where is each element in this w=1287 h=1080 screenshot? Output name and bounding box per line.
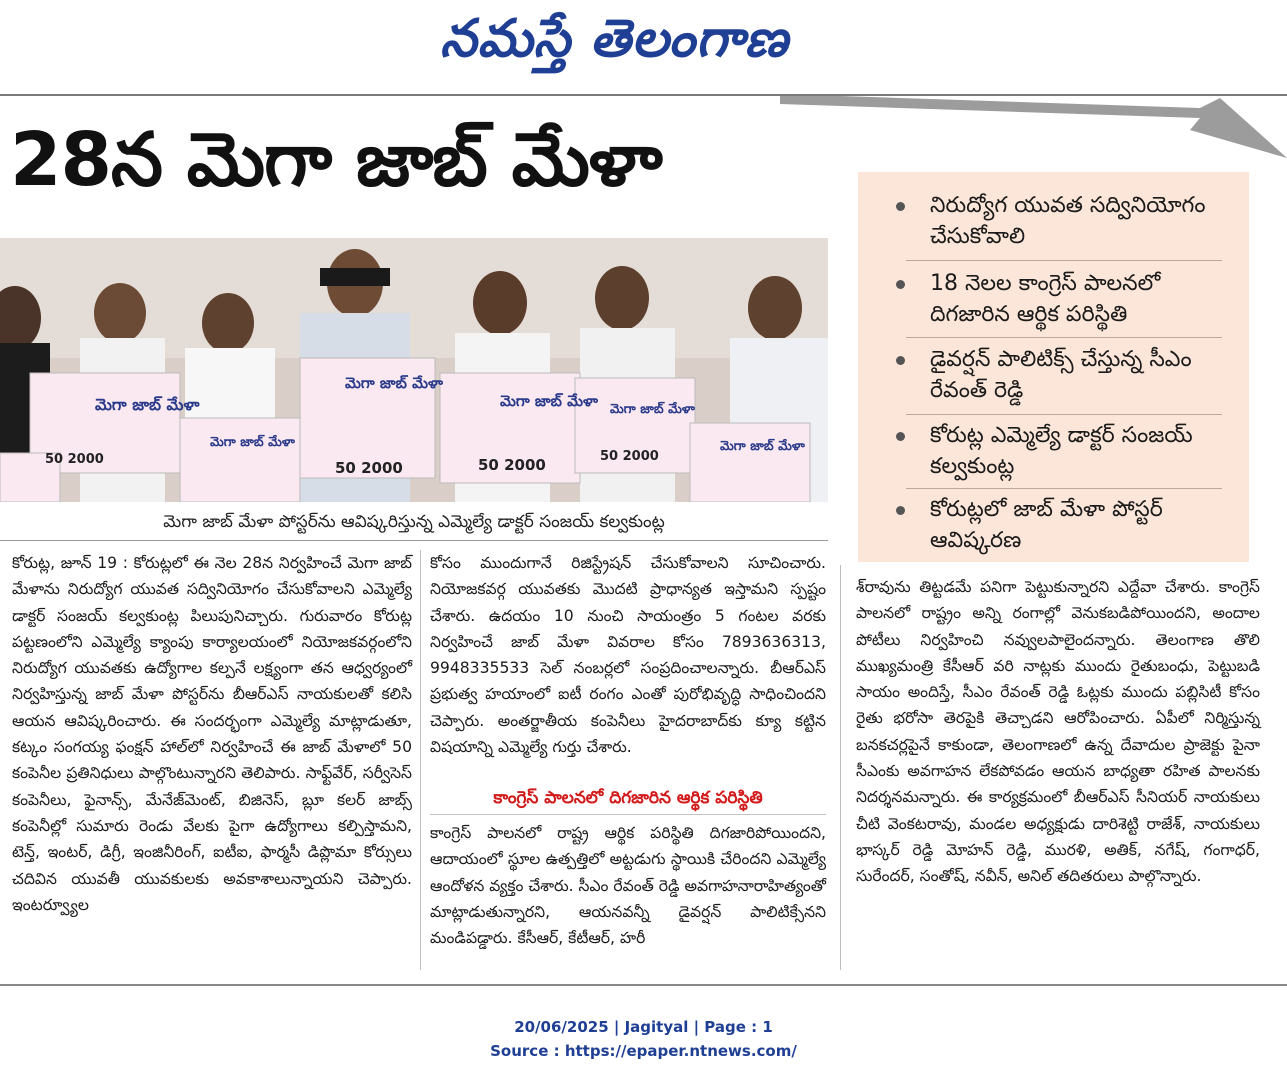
poster-number: 50 2000 bbox=[335, 459, 403, 477]
bullet-icon bbox=[896, 356, 905, 365]
highlight-divider bbox=[906, 337, 1222, 338]
article-column-2-continued bbox=[430, 820, 826, 970]
masthead-logo: నమస్తే తెలంగాణ bbox=[440, 9, 789, 69]
poster-title: మెగా జాబ్ మేళా bbox=[95, 395, 200, 414]
article-column-3 bbox=[856, 574, 1260, 974]
bullet-icon bbox=[896, 202, 905, 211]
bullet-icon bbox=[896, 432, 905, 441]
highlights-box bbox=[858, 172, 1249, 562]
poster-title: మెగా జాబ్ మేళా bbox=[500, 392, 598, 410]
body-text: కోరుట్ల, జూన్ 19 : కోరుట్లలో ఈ నెల 28న నిర్వహించే మెగా జాబ్ మేళాను నిరుద్యోగ యువత సద్వినియోగం చేసుకోవాలని ఎమ్మెల్యే డాక్టర్ సంజయ్ కల్వకుంట్ల పిలుపునిచ్చారు. గురువారం కోరుట్ల పట్టణంలోని ఎమ్మెల్యే క్యాంపు కార్యాలయంలో నియోజకవర్గంలోని నిరుద్యోగ యువతకు ఉద్యోగాల కల్పనే లక్ష్యంగా తన ఆధ్వర్యంలో నిర్వహిస్తున్న జాబ్ మేళా పోస్టర్‌ను బీఆర్‌ఎస్ నాయకులతో కలిసి ఆయన ఆవిష్కరించారు. ఈ సందర్భంగా ఎమ్మెల్యే మాట్లాడుతూ, కట్కం సంగయ్య ఫంక్షన్ హాల్‌లో నిర్వహించే ఈ జాబ్ మేళాలో 50 కంపెనీల ప్రతినిధులు పాల్గొంటున్నారని తెలిపారు. సాఫ్ట్‌వేర్, సర్వీసెస్ కంపెనీలు, ఫైనాన్స్, మేనేజ్‌మెంట్, బిజినెస్, బ్లూ కలర్ జాబ్స్ కంపెనీల్లో సుమారు రెండు వేలకు పైగా ఉద్యోగాలు కల్పిస్తామని, టెన్త్, ఇంటర్, డిగ్రీ, ఇంజినీరింగ్, ఐటీఐ, ఫార్మసీ డిప్లొమా కోర్సులు చదివిన యువతీ యువకులకు అవకాశాలున్నాయని చెప్పారు. ఇంటర్వ్యూల bbox=[12, 554, 412, 914]
highlight-text: కోరుట్లలో జాబ్ మేళా పోస్టర్ ఆవిష్కరణ bbox=[930, 497, 1163, 553]
article-subheading: కాంగ్రెస్ పాలనలో దిగజారిన ఆర్థిక పరిస్థితి bbox=[493, 788, 763, 808]
masthead-rule bbox=[0, 94, 1287, 96]
poster-title: మెగా జాబ్ మేళా bbox=[345, 374, 443, 392]
highlight-divider bbox=[906, 488, 1222, 489]
highlight-divider bbox=[906, 414, 1222, 415]
footer-date-edition: 20/06/2025 | Jagityal | Page : 1 bbox=[514, 1018, 773, 1036]
bullet-icon bbox=[896, 280, 905, 289]
highlight-text: నిరుద్యోగ యువత సద్వినియోగం చేసుకోవాలి bbox=[930, 193, 1206, 249]
footer-rule bbox=[0, 984, 1287, 986]
poster-title: మెగా జాబ్ మేళా bbox=[610, 402, 695, 417]
photo-caption: మెగా జాబ్ మేళా పోస్టర్‌ను ఆవిష్కరిస్తున్న ఎమ్మెల్యే డాక్టర్ సంజయ్ కల్వకుంట్ల bbox=[163, 512, 665, 532]
poster-number: 50 2000 bbox=[600, 449, 659, 464]
column-divider bbox=[420, 550, 421, 970]
poster-title: మెగా జాబ్ మేళా bbox=[720, 439, 805, 454]
article-column-2 bbox=[430, 550, 826, 775]
poster-number: 50 2000 bbox=[478, 456, 546, 474]
body-text: కోసం ముందుగానే రిజిస్ట్రేషన్ చేసుకోవాలని సూచించారు. నియోజకవర్గ యువతకు మొదటి ప్రాధాన్యత ఇస్తామని స్పష్టం చేశారు. ఉదయం 10 నుంచి సాయంత్రం 5 గంటల వరకు నిర్వహించే జాబ్ మేళా వివరాల కోసం 7893636313, 9948335533 సెల్ నంబర్లలో సంప్రదించాలన్నారు. బీఆర్‌ఎస్ ప్రభుత్వ హయాంలో ఐటీ రంగం ఎంతో పురోభివృద్ధి సాధించిందని చెప్పారు. అంతర్జాతీయ కంపెనీలు హైదరాబాద్‌కు క్యూ కట్టిన విషయాన్ని ఎమ్మెల్యే గుర్తు చేశారు. bbox=[430, 554, 826, 757]
bullet-icon bbox=[896, 506, 905, 515]
highlight-text: కోరుట్ల ఎమ్మెల్యే డాక్టర్ సంజయ్ కల్వకుంట్ల bbox=[930, 423, 1193, 479]
column-divider bbox=[840, 565, 841, 970]
poster-number: 50 2000 bbox=[45, 452, 104, 467]
article-photo bbox=[0, 238, 828, 502]
masthead-arrow-graphic bbox=[780, 88, 1287, 168]
highlight-divider bbox=[906, 260, 1222, 261]
poster-title: మెగా జాబ్ మేళా bbox=[210, 435, 295, 450]
subheading-rule bbox=[430, 814, 826, 815]
article-headline: 28న మెగా జాబ్ మేళా bbox=[10, 117, 662, 203]
body-text: కాంగ్రెస్ పాలనలో రాష్ట్ర ఆర్థిక పరిస్థితి దిగజారిపోయిందని, ఆదాయంలో స్థూల ఉత్పత్తిలో అట్టడుగు స్థాయికి చేరిందని ఎమ్మెల్యే ఆందోళన వ్యక్తం చేశారు. సీఎం రేవంత్ రెడ్డి అవగాహనారాహిత్యంతో మాట్లాడుతున్నారని, ఆయనవన్నీ డైవర్షన్ పాలిటిక్సేనని మండిపడ్డారు. కేసీఆర్, కేటీఆర్, హరీ bbox=[430, 824, 826, 948]
highlight-text: డైవర్షన్ పాలిటిక్స్ చేస్తున్న సీఎం రేవంత్ రెడ్డి bbox=[930, 347, 1192, 403]
footer-source-link[interactable]: Source : https://epaper.ntnews.com/ bbox=[490, 1042, 797, 1060]
body-text: శ్‌రావును తిట్టడమే పనిగా పెట్టుకున్నారని ఎద్దేవా చేశారు. కాంగ్రెస్ పాలనలో రాష్ట్రం అన్ని రంగాల్లో వెనుకబడిపోయిందని, అందాల పోటీలు నిర్వహించి నవ్వులపాలైందన్నారు. తెలంగాణ తొలి ముఖ్యమంత్రి కేసీఆర్ వరి నాట్లకు ముందు రైతుబంధు, పెట్టుబడి సాయం అందిస్తే, సీఎం రేవంత్ రెడ్డి ఓట్లకు ముందు పబ్లిసిటీ కోసం రైతు భరోసా తెరపైకి తెచ్చాడని ఆరోపించారు. ఏపీలో నిర్మిస్తున్న బనకచర్లపైనే కాకుండా, తెలంగాణలో ఉన్న దేవాదుల ప్రాజెక్టు పైనా సీఎంకు అవగాహన లేకపోవడం ఆయన బాధ్యతా రహిత పాలనకు నిదర్శనమన్నారు. ఈ కార్యక్రమంలో బీఆర్‌ఎస్ సీనియర్ నాయకులు చీటి వెంకటరావు, మండల అధ్యక్షుడు దారిశెట్టి రాజేశ్, నాయకులు భాస్కర్ రెడ్డి మోహన్ రెడ్డి, మురళి, అతిక్, నగేష్, గంగాధర్, సురేందర్, సంతోష్, నవీన్, అనిల్ తదితరులు పాల్గొన్నారు. bbox=[856, 578, 1260, 886]
highlight-text: 18 నెలల కాంగ్రెస్ పాలనలో దిగజారిన ఆర్థిక పరిస్థితి bbox=[930, 271, 1161, 327]
caption-rule bbox=[0, 540, 828, 541]
article-column-1 bbox=[12, 550, 412, 975]
